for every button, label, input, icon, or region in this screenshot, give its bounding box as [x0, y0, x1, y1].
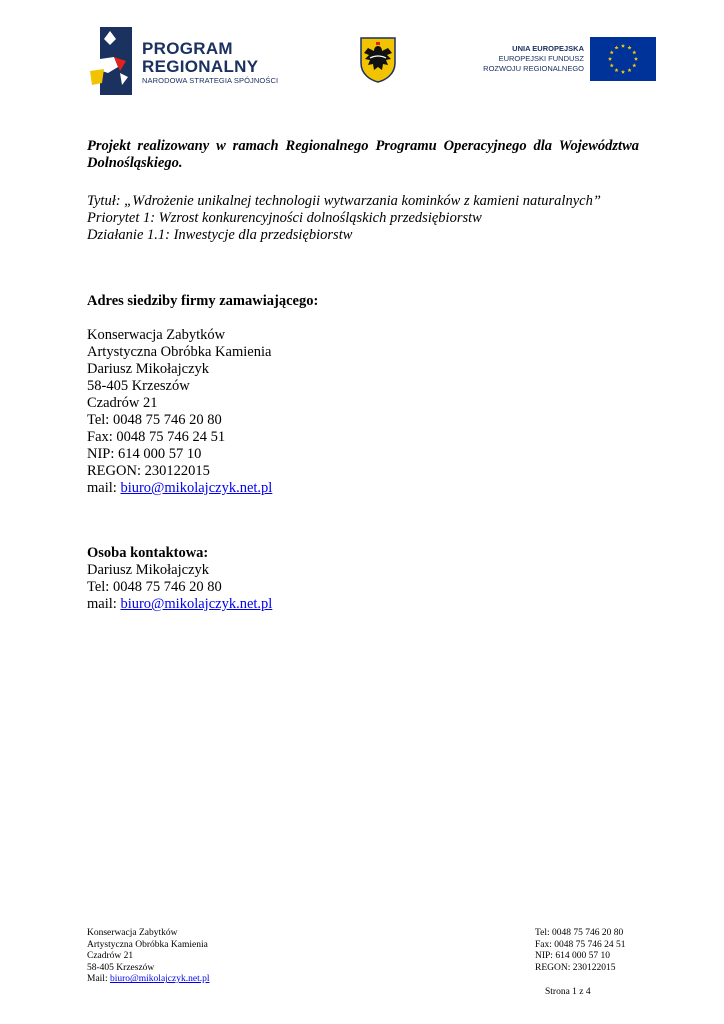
address-line: Czadrów 21	[87, 395, 158, 411]
project-priority: Priorytet 1: Wzrost konkurencyjności dolnośląskich przedsiębiorstw	[87, 210, 482, 226]
address-mail-row	[87, 480, 272, 497]
address-phone: Tel: 0048 75 746 20 80	[87, 412, 222, 428]
contact-heading: Osoba kontaktowa:	[87, 545, 209, 561]
eu-flag-icon	[590, 37, 656, 81]
eu-logo-line3: ROZWOJU REGIONALNEGO	[483, 64, 584, 73]
program-logo-line2: REGIONALNY	[142, 57, 259, 76]
address-fax: Fax: 0048 75 746 24 51	[87, 429, 226, 445]
address-line: Dariusz Mikołajczyk	[87, 361, 210, 377]
contact-mail-row	[87, 596, 272, 613]
address-line: Konserwacja Zabytków	[87, 327, 226, 343]
address-line: Artystyczna Obróbka Kamienia	[87, 344, 272, 360]
footer-fax: Fax: 0048 75 746 24 51	[535, 939, 626, 950]
footer-phone: Tel: 0048 75 746 20 80	[535, 928, 624, 938]
footer-line: Konserwacja Zabytków	[87, 928, 178, 938]
address-heading: Adres siedziby firmy zamawiającego:	[87, 293, 319, 309]
address-regon: REGON: 230122015	[87, 463, 210, 479]
address-email-link[interactable]: biuro@mikolajczyk.net.pl	[120, 480, 273, 496]
footer-nip: NIP: 614 000 57 10	[535, 951, 610, 962]
footer-regon: REGON: 230122015	[535, 962, 616, 973]
company-address	[87, 327, 272, 497]
project-details	[87, 193, 647, 244]
mail-label: mail:	[87, 480, 121, 496]
page-number: Strona 1 z 4	[545, 987, 591, 997]
program-regionalny-logo	[90, 27, 290, 97]
footer-line: Artystyczna Obróbka Kamienia	[87, 939, 208, 950]
header-logos	[0, 0, 724, 110]
contact-person	[87, 562, 272, 613]
footer-address	[87, 928, 209, 986]
footer-contact	[535, 928, 626, 974]
program-regionalny-emblem	[90, 27, 134, 95]
program-logo-line3: NARODOWA STRATEGIA SPÓJNOŚCI	[142, 76, 279, 85]
project-intro: Projekt realizowany w ramach Regionalnego Programu Operacyjnego dla Województwa Dolnośląskiego.	[87, 138, 639, 171]
project-action: Działanie 1.1: Inwestycje dla przedsiębiorstw	[87, 227, 353, 243]
footer-line: Czadrów 21	[87, 951, 134, 962]
address-line: 58-405 Krzeszów	[87, 378, 190, 394]
mail-label: mail:	[87, 596, 121, 612]
footer-mail-row	[87, 974, 209, 986]
eu-logo-text	[483, 44, 584, 74]
program-regionalny-text	[142, 40, 278, 86]
program-logo-line1: PROGRAM	[142, 39, 233, 58]
contact-name: Dariusz Mikołajczyk	[87, 562, 210, 578]
eu-logo-line2: EUROPEJSKI FUNDUSZ	[498, 54, 584, 63]
eu-logo	[483, 37, 656, 81]
lower-silesia-coat-of-arms	[360, 37, 396, 83]
eu-logo-line1: UNIA EUROPEJSKA	[512, 44, 584, 53]
project-title: Tytuł: „Wdrożenie unikalnej technologii wytwarzania kominków z kamieni naturalnych”	[87, 193, 601, 209]
footer-email-link[interactable]: biuro@mikolajczyk.net.pl	[109, 974, 210, 985]
contact-email-link[interactable]: biuro@mikolajczyk.net.pl	[120, 596, 273, 612]
footer-mail-label: Mail:	[87, 974, 110, 985]
address-nip: NIP: 614 000 57 10	[87, 446, 202, 462]
contact-phone: Tel: 0048 75 746 20 80	[87, 579, 222, 595]
footer-line: 58-405 Krzeszów	[87, 962, 155, 973]
